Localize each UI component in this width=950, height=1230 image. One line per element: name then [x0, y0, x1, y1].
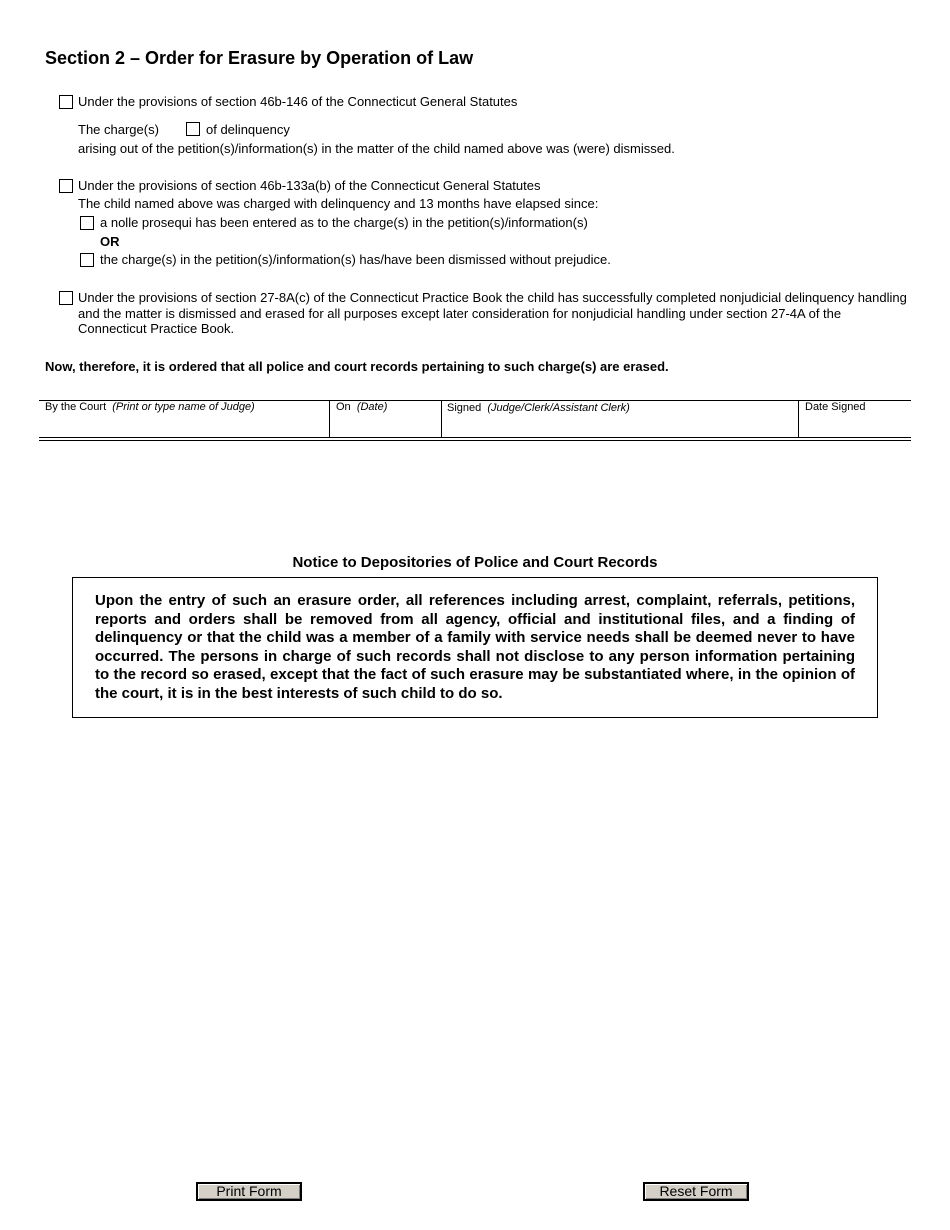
option2-label: Under the provisions of section 46b-133a(b) of the Connecticut General Statutes	[78, 178, 541, 193]
print-form-button[interactable]: Print Form	[196, 1182, 302, 1201]
checkbox-27-8a[interactable]	[59, 291, 73, 305]
on-label: On	[336, 401, 351, 413]
checkbox-charges[interactable]	[186, 122, 200, 136]
date-signed-field[interactable]	[805, 401, 866, 413]
checkbox-46b-146[interactable]	[59, 95, 73, 109]
notice-body: Upon the entry of such an erasure order, all references including arrest, complaint, referrals, petitions, reports and orders shall be removed from all agency, official and institutional files, and a finding of delinquency or that the child was a member of a family with service needs shall be deemed never to have occurred. The persons in charge of such records shall not disclose to any person information pertaining to the record so erased, except that the fact of such erasure may be substantiated where, in the opinion of the court, it is in the best interests of such child to do so.	[95, 592, 855, 702]
checkbox-dismissed-without-prejudice[interactable]	[80, 253, 94, 267]
or-label: OR	[100, 234, 120, 249]
signature-bottom-rule	[39, 437, 911, 441]
option1-dismissed-text: arising out of the petition(s)/information(s) in the matter of the child named above was (were) dismissed.	[78, 141, 675, 156]
option1-label: Under the provisions of section 46b-146 of the Connecticut General Statutes	[78, 94, 518, 109]
reset-form-button[interactable]: Reset Form	[643, 1182, 749, 1201]
by-court-field[interactable]	[45, 401, 255, 413]
order-statement: Now, therefore, it is ordered that all police and court records pertaining to such charge(s) are erased.	[45, 359, 669, 374]
notice-box	[72, 577, 878, 718]
date-signed-label: Date Signed	[805, 401, 866, 413]
signed-hint: (Judge/Clerk/Assistant Clerk)	[487, 402, 630, 414]
signature-divider	[441, 400, 442, 437]
signature-table	[39, 400, 911, 440]
checkbox-nolle-prosequi[interactable]	[80, 216, 94, 230]
nolle-prosequi-text: a nolle prosequi has been entered as to the charge(s) in the petition(s)/information(s)	[100, 215, 588, 230]
signed-label: Signed	[447, 402, 482, 414]
signature-divider	[798, 400, 799, 437]
notice-title: Notice to Depositories of Police and Court Records	[292, 554, 658, 571]
dismissed-without-prejudice-text: the charge(s) in the petition(s)/information(s) has/have been dismissed without prejudice.	[100, 252, 611, 267]
signed-field[interactable]	[447, 402, 630, 414]
option2-elapsed-text: The child named above was charged with delinquency and 13 months have elapsed since:	[78, 196, 599, 211]
by-court-label: By the Court	[45, 401, 107, 413]
by-court-hint: (Print or type name of Judge)	[112, 401, 255, 413]
signature-divider	[329, 400, 330, 437]
on-date-field[interactable]	[336, 401, 387, 413]
checkbox-46b-133a[interactable]	[59, 179, 73, 193]
section-title: Section 2 – Order for Erasure by Operation of Law	[45, 48, 474, 68]
option3-label: Under the provisions of section 27-8A(c) of the Connecticut Practice Book the child has successfully completed nonjudicial delinquency handling and the matter is dismissed and erased for all purposes except later consideration for nonjudicial handling under section 27-4A of the Connecticut Practice Book.	[78, 290, 907, 336]
charges-prefix: The charge(s)	[78, 122, 159, 137]
charges-suffix: of delinquency	[206, 122, 290, 137]
on-hint: (Date)	[356, 401, 388, 413]
